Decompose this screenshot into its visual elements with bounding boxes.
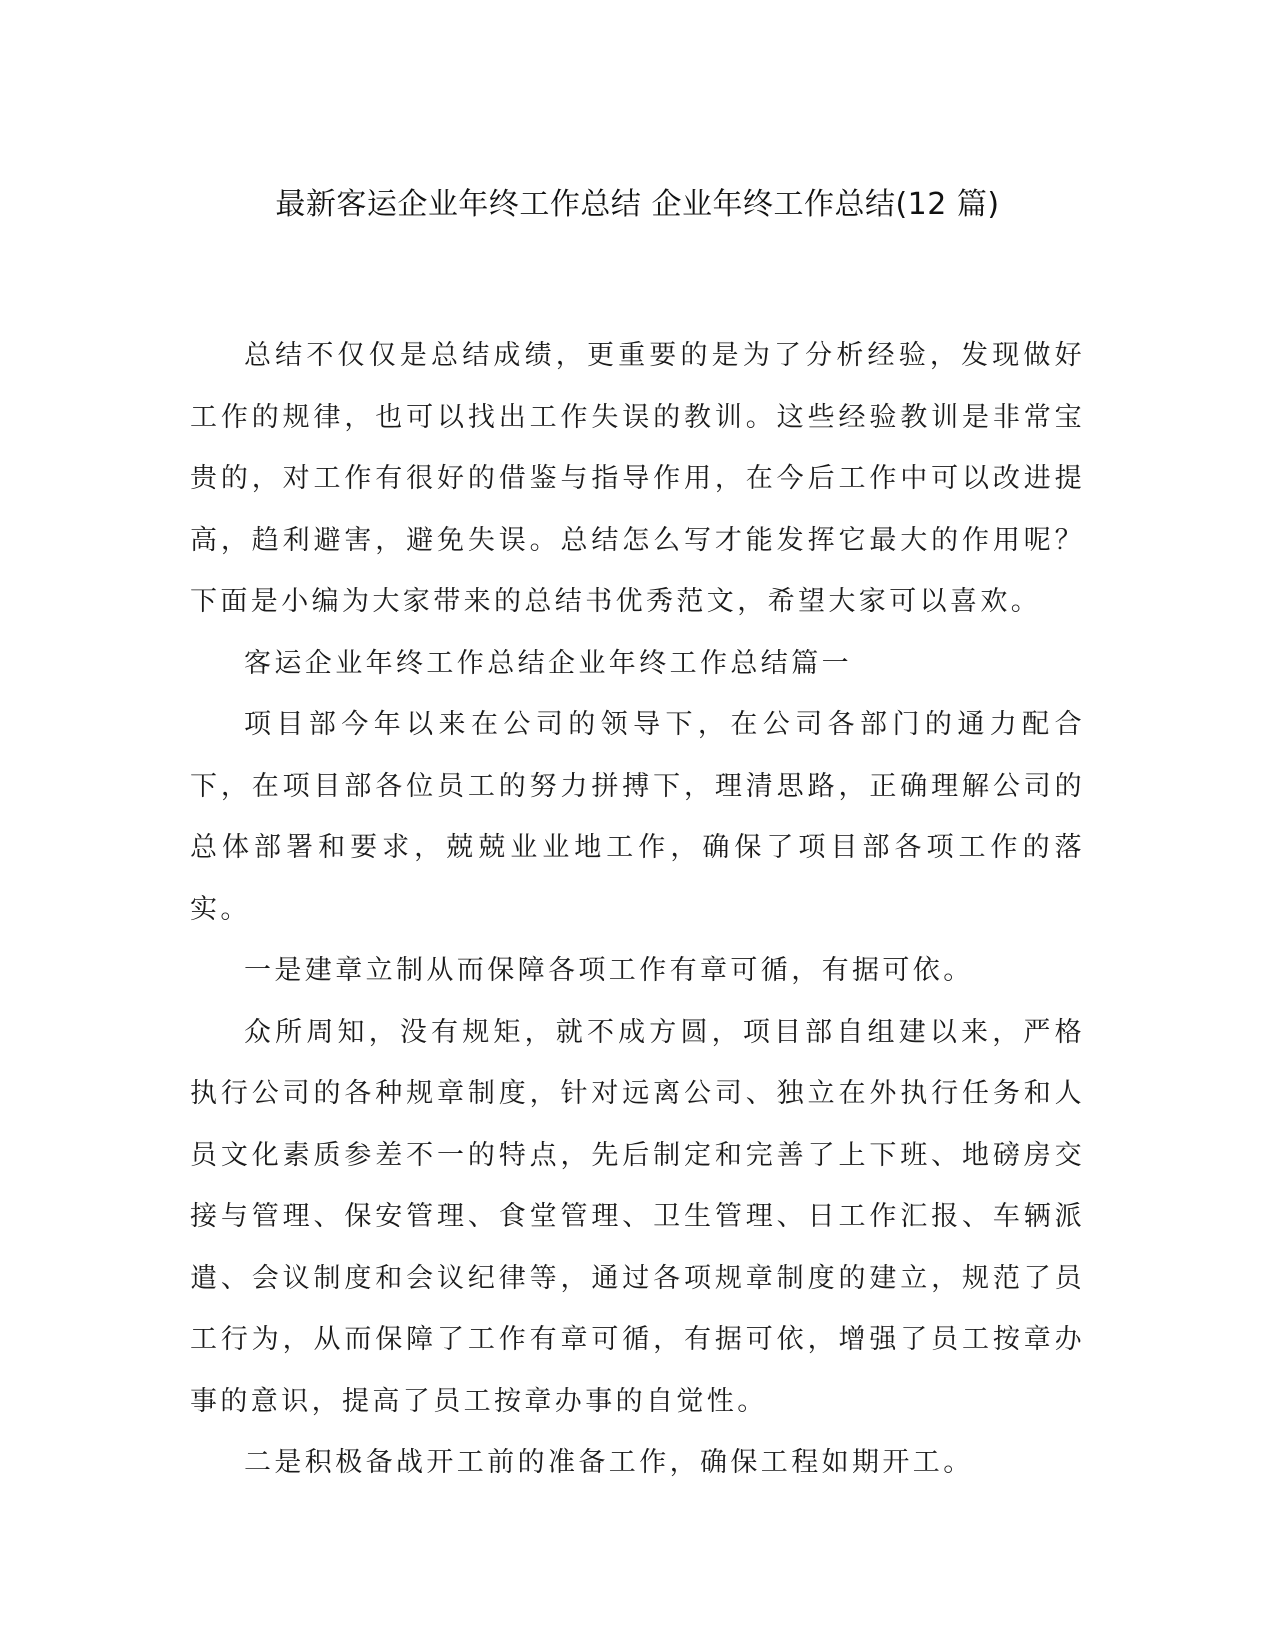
point-heading-2: 二是积极备战开工前的准备工作，确保工程如期开工。 [244,1447,974,1478]
document-title: 最新客运企业年终工作总结 企业年终工作总结(12 篇) [275,187,1000,222]
body-paragraph: 项目部今年以来在公司的领导下，在公司各部门的通力配合下，在项目部各位员工的努力拼搏下，理清思路，正确理解公司的总体部署和要求，兢兢业业地工作，确保了项目部各项工作的落实。 [190,709,1085,925]
body-paragraph: 众所周知，没有规矩，就不成方圆，项目部自组建以来，严格执行公司的各种规章制度，针对远离公司、独立在外执行任务和人员文化素质参差不一的特点，先后制定和完善了上下班、地磅房交接与管理、保安管理、食堂管理、卫生管理、日工作汇报、车辆派遣、会议制度和会议纪律等，通过各项规章制度的建立，规范了员工行为，从而保障了工作有章可循，有据可依，增强了员工按章办事的意识，提高了员工按章办事的自觉性。 [190,1016,1085,1417]
point-heading-1: 一是建章立制从而保障各项工作有章可循，有据可依。 [244,955,974,986]
document-body [190,325,1085,1494]
intro-paragraph: 总结不仅仅是总结成绩，更重要的是为了分析经验，发现做好工作的规律，也可以找出工作失误的教训。这些经验教训是非常宝贵的，对工作有很好的借鉴与指导作用，在今后工作中可以改进提高，趋利避害，避免失误。总结怎么写才能发挥它最大的作用呢？下面是小编为大家带来的总结书优秀范文，希望大家可以喜欢。 [190,340,1085,617]
section-heading-1: 客运企业年终工作总结企业年终工作总结篇一 [244,647,852,679]
